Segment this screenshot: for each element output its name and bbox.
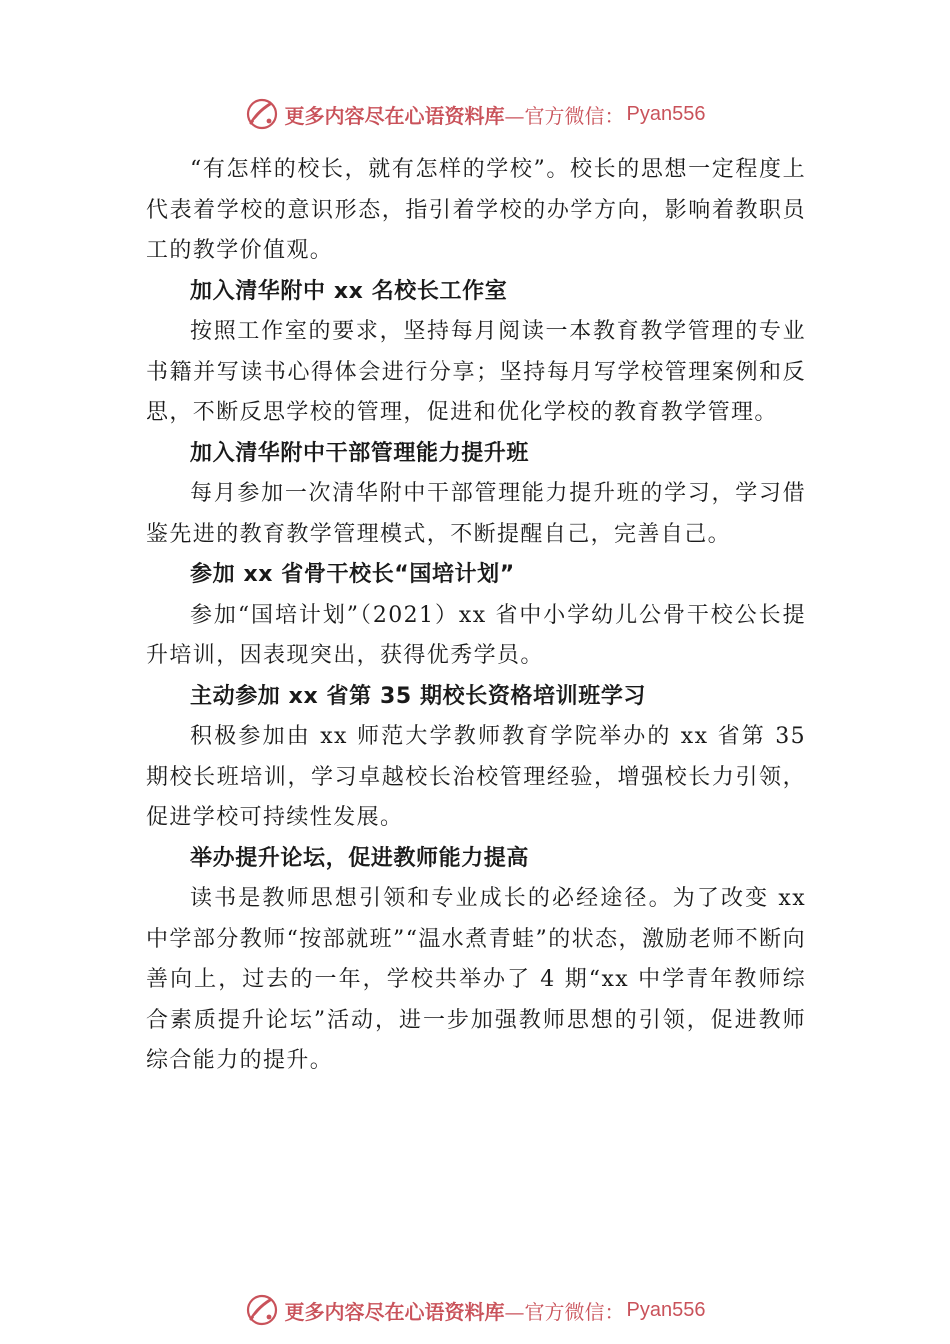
banner-wechat-id: Pyan556 bbox=[626, 1298, 706, 1321]
section-heading-teacher-forum: 举办提升论坛，促进教师能力提高 bbox=[190, 845, 530, 871]
section-paragraph-cadre-class: 每月参加一次清华附中干部管理能力提升班的学习，学习借鉴先进的教育教学管理模式，不断提醒自己，完善自己。 bbox=[146, 481, 806, 547]
section-paragraph-national-training: 参加“国培计划”（2021）xx 省中小学幼儿公骨干校公长提升培训，因表现突出，获得优秀学员。 bbox=[146, 602, 806, 668]
section-heading-cadre-class: 加入清华附中干部管理能力提升班 bbox=[190, 440, 530, 466]
section-heading-national-training: 参加 xx 省骨干校长“国培计划” bbox=[190, 562, 515, 587]
pen-logo-icon bbox=[245, 97, 279, 131]
banner-library-text: 更多内容尽在心语资料库 bbox=[284, 1299, 505, 1324]
intro-paragraph: “有怎样的校长，就有怎样的学校”。校长的思想一定程度上代表着学校的意识形态，指引着学校的办学方向，影响着教职员工的教学价值观。 bbox=[146, 157, 806, 263]
section-heading-principal-studio: 加入清华附中 xx 名校长工作室 bbox=[190, 278, 508, 304]
banner-wechat-label: —官方微信： bbox=[504, 103, 625, 128]
banner-wechat-label: —官方微信： bbox=[504, 1299, 625, 1324]
pen-logo-icon bbox=[245, 1293, 279, 1327]
section-paragraph-teacher-forum: 读书是教师思想引领和专业成长的必经途径。为了改变 xx 中学部分教师“按部就班”“温水煮青蛙”的状态，激励老师不断向善向上，过去的一年，学校共举办了 4 期“xx 中学青年教师综合素质提升论坛”活动，进一步加强教师思想的引领，促进教师综合能力的提升。 bbox=[146, 886, 806, 1073]
footer-watermark-banner bbox=[0, 1290, 950, 1330]
banner-wechat-id: Pyan556 bbox=[626, 102, 706, 125]
document-body bbox=[146, 150, 806, 1082]
header-watermark-banner bbox=[0, 94, 950, 134]
section-paragraph-principal-studio: 按照工作室的要求，坚持每月阅读一本教育教学管理的专业书籍并写读书心得体会进行分享；坚持每月写学校管理案例和反思，不断反思学校的管理，促进和优化学校的教育教学管理。 bbox=[146, 319, 806, 425]
banner-library-text: 更多内容尽在心语资料库 bbox=[284, 103, 505, 128]
section-paragraph-qualification-training: 积极参加由 xx 师范大学教师教育学院举办的 xx 省第 35 期校长班培训，学习卓越校长治校管理经验，增强校长力引领，促进学校可持续性发展。 bbox=[146, 724, 806, 830]
section-heading-qualification-training: 主动参加 xx 省第 35 期校长资格培训班学习 bbox=[190, 683, 647, 709]
